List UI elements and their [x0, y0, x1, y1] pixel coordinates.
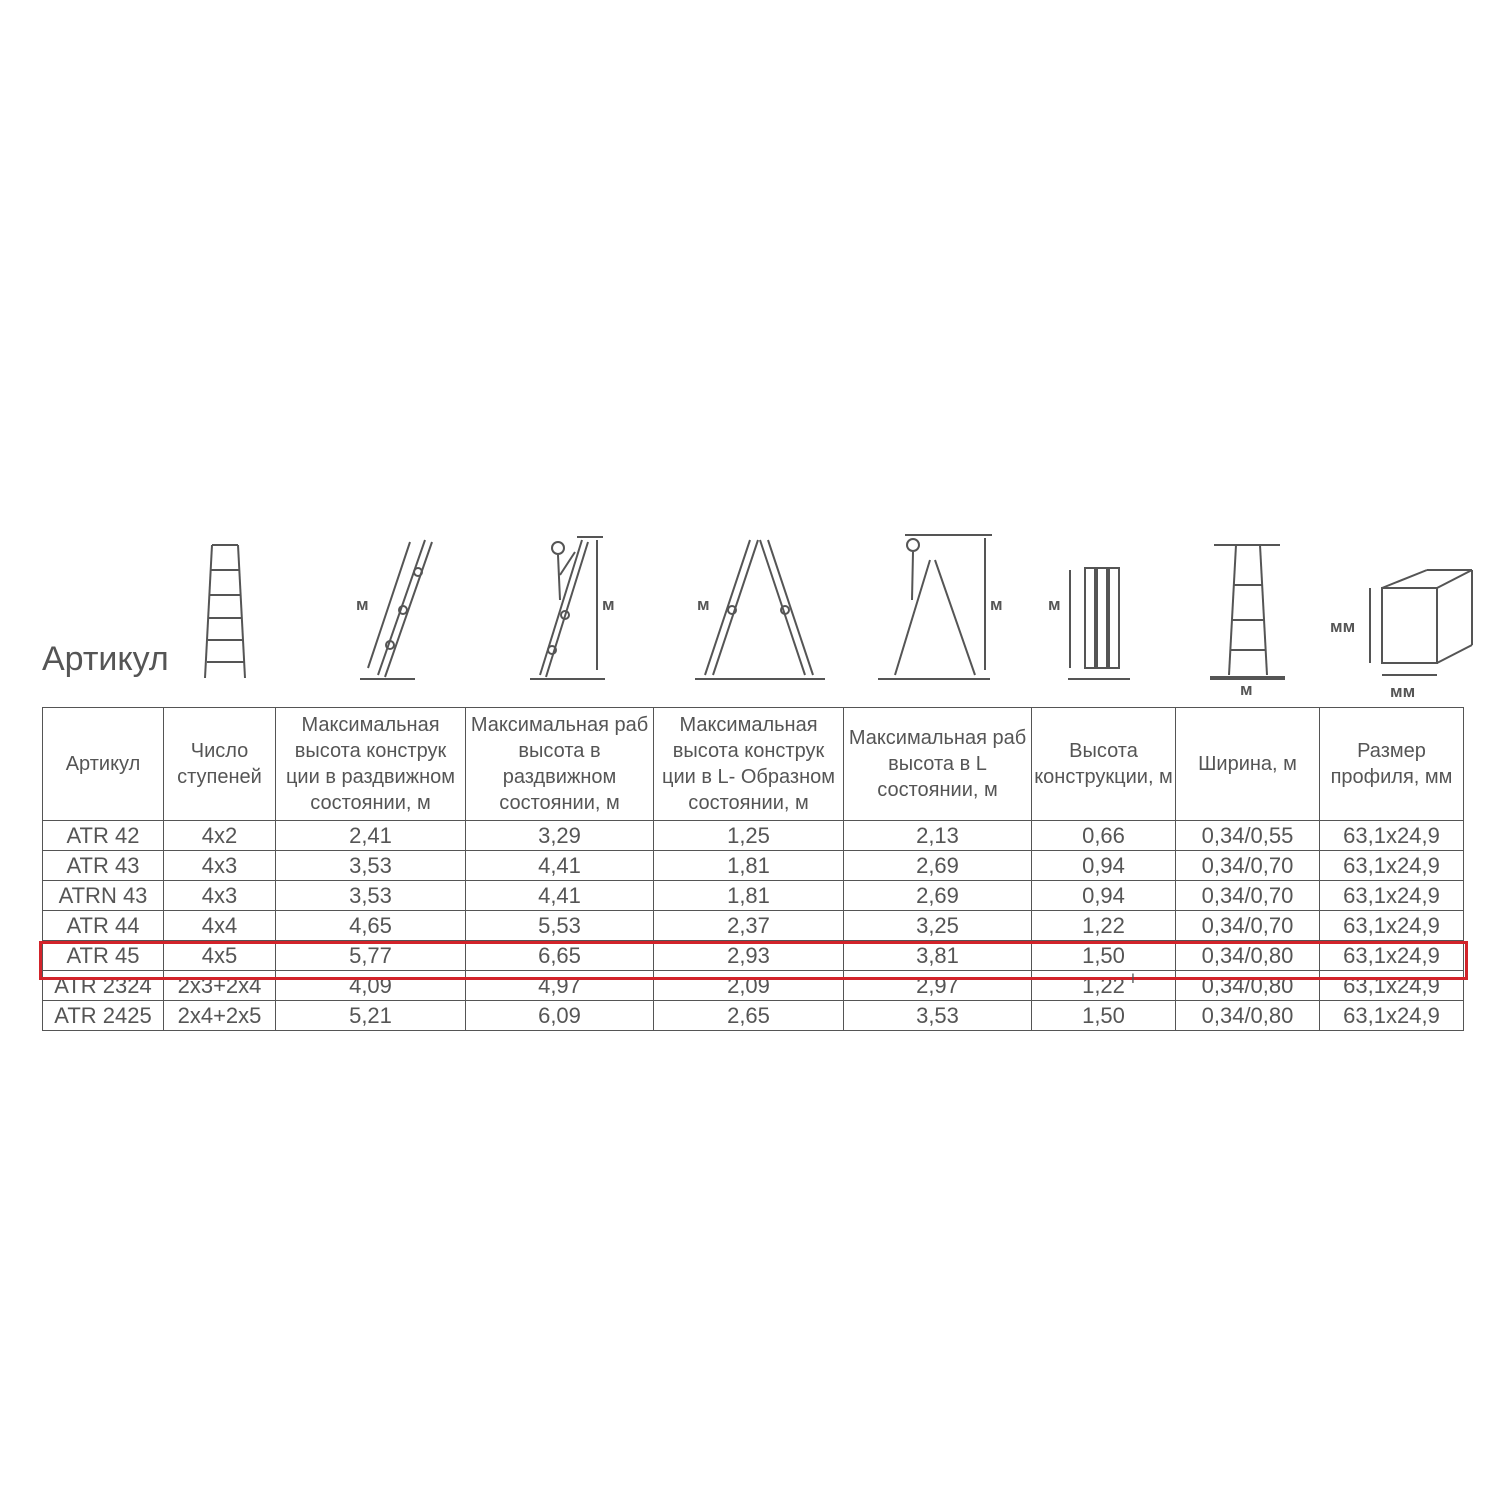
table-cell: 2,97 — [844, 971, 1032, 1001]
table-cell: ATR 2425 — [43, 1001, 164, 1031]
table-cell: 1,50 — [1032, 1001, 1176, 1031]
table-cell: 1,25 — [654, 821, 844, 851]
table-cell: 63,1x24,9 — [1320, 1001, 1464, 1031]
table-cell: 63,1x24,9 — [1320, 911, 1464, 941]
table-cell: 4,41 — [466, 851, 654, 881]
header-cell: Артикул — [43, 708, 164, 821]
table-cell: 4x4 — [164, 911, 276, 941]
table-cell: 1,22 — [1032, 971, 1176, 1001]
radiator-height-icon — [1048, 568, 1130, 679]
table-cell: 4,41 — [466, 881, 654, 911]
ladder-icons-svg — [0, 460, 1495, 710]
table-cell: ATR 43 — [43, 851, 164, 881]
table-cell: 5,53 — [466, 911, 654, 941]
table-cell: 1,50 — [1032, 941, 1176, 971]
table-cell: 0,34/0,70 — [1176, 851, 1320, 881]
table-cell: 0,34/0,80 — [1176, 941, 1320, 971]
table-cell: 6,65 — [466, 941, 654, 971]
table-cell: ATRN 43 — [43, 881, 164, 911]
table-cell: 0,66 — [1032, 821, 1176, 851]
table-cell: 1,81 — [654, 851, 844, 881]
table-cell: 2,65 — [654, 1001, 844, 1031]
table-cell: 63,1x24,9 — [1320, 971, 1464, 1001]
table-cell: 4x3 — [164, 881, 276, 911]
table-cell: 0,34/0,70 — [1176, 911, 1320, 941]
header-cell: Ширина, м — [1176, 708, 1320, 821]
table-cell: 3,53 — [844, 1001, 1032, 1031]
table-cell: 2,93 — [654, 941, 844, 971]
table-cell: 4x2 — [164, 821, 276, 851]
table-cell: 2,13 — [844, 821, 1032, 851]
header-cell: Максимальная раб высота в L состоянии, м — [844, 708, 1032, 821]
table-cell: 4,65 — [276, 911, 466, 941]
highlight-row-frame — [39, 941, 1468, 980]
table-row — [43, 1001, 1464, 1031]
table-cell: 4x3 — [164, 851, 276, 881]
table-cell: 0,94 — [1032, 881, 1176, 911]
table-cell: 0,34/0,80 — [1176, 971, 1320, 1001]
table-header-row — [43, 708, 1464, 821]
table-cell: 2x3+2x4 — [164, 971, 276, 1001]
stepladder-icon — [205, 545, 245, 678]
table-cell: 3,53 — [276, 881, 466, 911]
table-cell: 2,37 — [654, 911, 844, 941]
table-cell: ATR 44 — [43, 911, 164, 941]
worker-on-ladder-icon — [530, 537, 615, 679]
svg-text:м: м — [1048, 595, 1061, 614]
table-cell: 4,09 — [276, 971, 466, 1001]
table-cell: ATR 2324 — [43, 971, 164, 1001]
header-cell: Максимальная раб высота в раздвижном состоянии, м — [466, 708, 654, 821]
text-cursor-icon: I — [1131, 970, 1135, 986]
svg-text:м: м — [356, 595, 369, 614]
header-cell: Высота конструкции, м — [1032, 708, 1176, 821]
specification-table — [42, 707, 1464, 1031]
svg-text:м: м — [602, 595, 615, 614]
table-cell: 2,09 — [654, 971, 844, 1001]
table-row — [43, 851, 1464, 881]
ladder-width-icon — [1210, 545, 1285, 699]
table-cell: 3,81 — [844, 941, 1032, 971]
table-row — [43, 821, 1464, 851]
table-cell: 3,29 — [466, 821, 654, 851]
svg-text:м: м — [1240, 680, 1253, 699]
table-cell: 5,21 — [276, 1001, 466, 1031]
table-cell: 0,34/0,55 — [1176, 821, 1320, 851]
table-cell: 63,1x24,9 — [1320, 851, 1464, 881]
table-cell: 63,1x24,9 — [1320, 881, 1464, 911]
extension-ladder-icon — [356, 540, 432, 679]
table-cell: 5,77 — [276, 941, 466, 971]
table-cell: 2,69 — [844, 851, 1032, 881]
table-cell: 3,53 — [276, 851, 466, 881]
header-cell: Число ступеней — [164, 708, 276, 821]
table-cell: 1,22 — [1032, 911, 1176, 941]
table-cell: 2,69 — [844, 881, 1032, 911]
table-cell: 0,34/0,80 — [1176, 1001, 1320, 1031]
header-cell: Максимальная высота конструк ции в L- Образном состоянии, м — [654, 708, 844, 821]
table-cell: 0,34/0,70 — [1176, 881, 1320, 911]
svg-text:мм: мм — [1390, 682, 1416, 701]
header-cell: Максимальная высота конструк ции в раздвижном состоянии, м — [276, 708, 466, 821]
svg-text:мм: мм — [1330, 617, 1356, 636]
table-cell: 4,97 — [466, 971, 654, 1001]
table-cell: ATR 45 — [43, 941, 164, 971]
worker-on-a-frame-icon — [878, 535, 1003, 679]
svg-text:м: м — [990, 595, 1003, 614]
table-cell: 2x4+2x5 — [164, 1001, 276, 1031]
table-cell: 6,09 — [466, 1001, 654, 1031]
table-cell: 4x5 — [164, 941, 276, 971]
table-cell: 63,1x24,9 — [1320, 821, 1464, 851]
table-cell: 1,81 — [654, 881, 844, 911]
table-cell: 63,1x24,9 — [1320, 941, 1464, 971]
table-cell: ATR 42 — [43, 821, 164, 851]
table-cell: 2,41 — [276, 821, 466, 851]
ladder-icons-strip — [0, 460, 1495, 710]
section-title: Артикул — [42, 640, 169, 678]
table-row — [43, 881, 1464, 911]
a-frame-ladder-icon — [695, 540, 825, 679]
table-cell: 3,25 — [844, 911, 1032, 941]
table-cell: 0,94 — [1032, 851, 1176, 881]
profile-box-icon — [1330, 570, 1472, 701]
header-cell: Размер профиля, мм — [1320, 708, 1464, 821]
svg-text:м: м — [697, 595, 710, 614]
table-row — [43, 911, 1464, 941]
